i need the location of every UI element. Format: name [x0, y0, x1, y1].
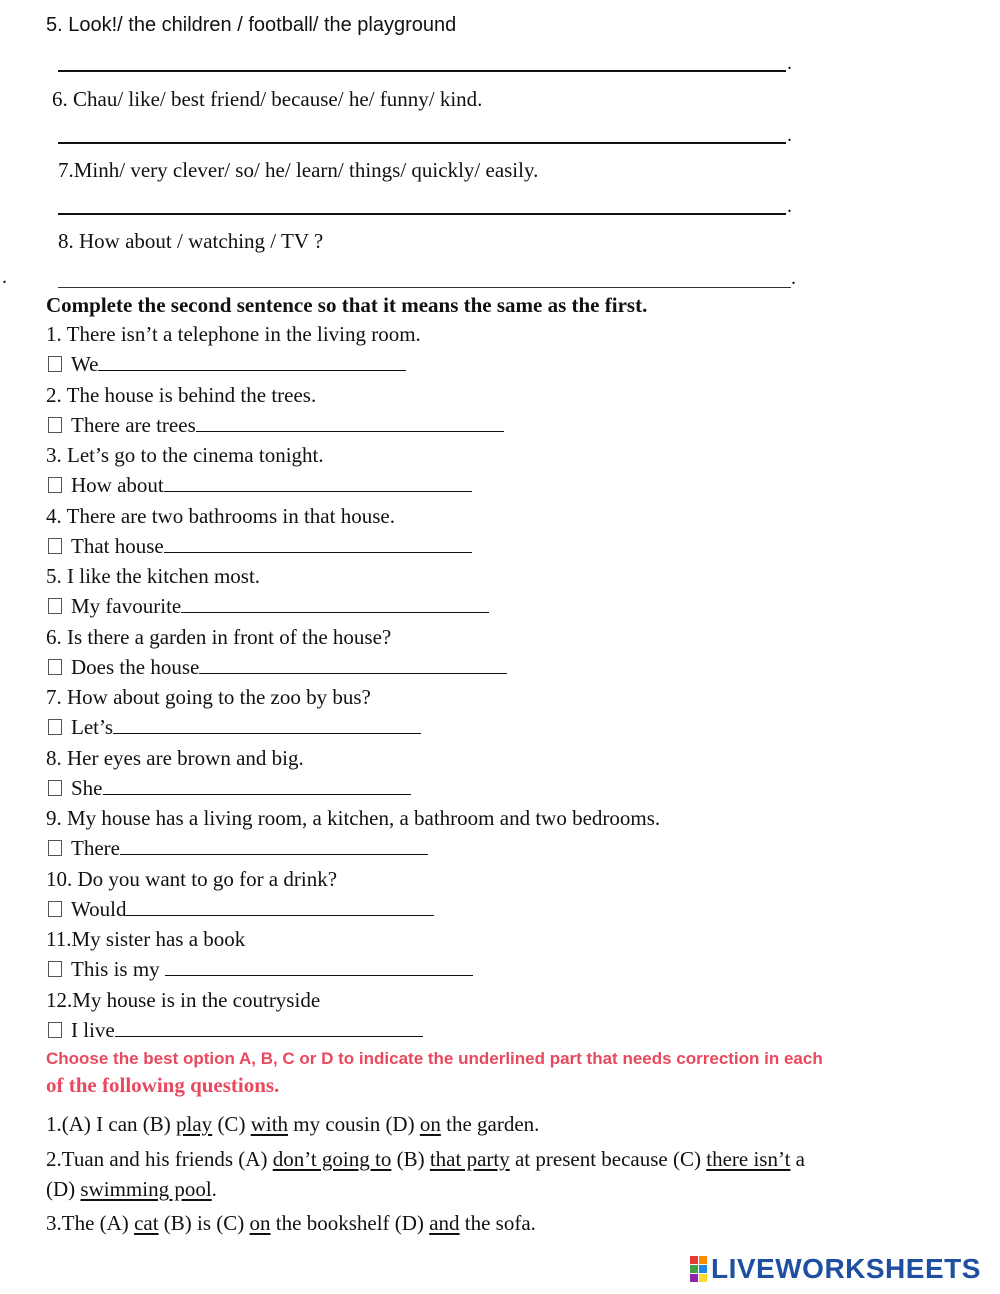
rewrite-answer-field[interactable] [164, 534, 472, 553]
logo-square [699, 1274, 707, 1282]
logo-square [699, 1265, 707, 1273]
underlined-option-c[interactable]: there isn’t [706, 1147, 791, 1171]
rewrite-answer-row-2 [46, 413, 504, 438]
reorder-item-5: 5. Look!/ the children / football/ the playground [46, 14, 457, 36]
rewrite-answer-row-12 [46, 1018, 423, 1043]
arrow-placeholder-icon [48, 598, 62, 614]
rewrite-original-10: 10. Do you want to go for a drink? [46, 866, 338, 891]
rewrite-prompt: We [71, 352, 99, 376]
logo-mark-icon [690, 1256, 707, 1282]
arrow-placeholder-icon [48, 961, 62, 977]
rewrite-original-11: 11.My sister has a book [46, 927, 246, 951]
rewrite-prompt: Let’s [71, 715, 113, 739]
rewrite-answer-row-11 [46, 957, 473, 982]
rewrite-answer-row-9 [46, 836, 428, 861]
arrow-placeholder-icon [48, 417, 62, 433]
arrow-placeholder-icon [48, 719, 62, 735]
rewrite-prompt: There [71, 836, 120, 860]
underlined-option-c[interactable]: with [250, 1112, 289, 1136]
answer-line-7[interactable] [58, 213, 786, 215]
rewrite-answer-field[interactable] [115, 1018, 423, 1037]
rewrite-prompt: She [71, 775, 103, 800]
arrow-placeholder-icon [48, 538, 62, 554]
rewrite-prompt: My favourite [71, 594, 182, 618]
rewrite-answer-field[interactable] [103, 776, 411, 795]
arrow-placeholder-icon [48, 356, 62, 372]
line-end-dot: . [791, 267, 796, 289]
answer-line-8[interactable] [58, 287, 791, 288]
rewrite-answer-field[interactable] [120, 836, 428, 855]
rewrite-original-5: 5. I like the kitchen most. [46, 564, 261, 588]
logo-square [690, 1256, 698, 1264]
logo-square [699, 1256, 707, 1264]
rewrite-answer-field[interactable] [98, 352, 406, 371]
correction-question-2: 2.Tuan and his friends (A) don’t going to (B) that party at present because (C) there isn’t a [46, 1147, 805, 1171]
arrow-placeholder-icon [48, 840, 62, 856]
line-end-dot: . [787, 124, 792, 146]
underlined-option-c[interactable]: on [249, 1211, 271, 1235]
rewrite-original-4: 4. There are two bathrooms in that house. [46, 503, 395, 528]
correction-question-3: 3.The (A) cat (B) is (C) on the bookshelf (D) and the sofa. [46, 1211, 536, 1235]
underlined-option-d[interactable]: and [429, 1211, 460, 1235]
rewrite-answer-row-5 [46, 594, 489, 619]
correction-heading-line2: of the following questions. [46, 1073, 280, 1097]
rewrite-answer-field[interactable] [113, 715, 421, 734]
liveworksheets-logo [690, 1252, 981, 1286]
underlined-option-d[interactable]: on [419, 1112, 441, 1136]
underlined-option-a[interactable]: don’t going to [272, 1147, 392, 1171]
arrow-placeholder-icon [48, 1022, 62, 1038]
underlined-option-b[interactable]: that party [429, 1147, 510, 1171]
rewrite-original-9: 9. My house has a living room, a kitchen, a bathroom and two bedrooms. [46, 806, 661, 830]
rewrite-prompt: There are trees [71, 412, 196, 437]
rewrite-original-8: 8. Her eyes are brown and big. [46, 745, 304, 770]
rewrite-original-1: 1. There isn’t a telephone in the living room. [46, 322, 421, 346]
rewrite-answer-row-6 [46, 655, 507, 680]
correction-question-2-cont: (D) swimming pool. [46, 1177, 217, 1201]
underlined-option-a[interactable]: cat [134, 1211, 159, 1235]
rewrite-answer-field[interactable] [196, 413, 504, 432]
rewrite-original-3: 3. Let’s go to the cinema tonight. [46, 443, 324, 467]
correction-heading-line1: Choose the best option A, B, C or D to indicate the underlined part that needs correction in each [46, 1049, 823, 1068]
answer-line-6[interactable] [58, 142, 786, 144]
line-end-dot: . [787, 195, 792, 217]
rewrite-prompt: I live [71, 1017, 115, 1042]
rewrite-prompt: Does the house [71, 654, 200, 679]
rewrite-answer-row-10 [46, 897, 434, 922]
rewrite-answer-field[interactable] [126, 897, 434, 916]
logo-square [690, 1265, 698, 1273]
brand-name: LIVEWORKSHEETS [711, 1253, 981, 1284]
rewrite-prompt: Would [71, 896, 127, 921]
rewrite-original-7: 7. How about going to the zoo by bus? [46, 685, 371, 709]
rewrite-answer-row-4 [46, 534, 472, 559]
arrow-placeholder-icon [48, 901, 62, 917]
rewrite-answer-row-3 [46, 473, 472, 498]
rewrite-prompt: That house [71, 533, 164, 558]
reorder-item-6: 6. Chau/ like/ best friend/ because/ he/ funny/ kind. [52, 87, 483, 111]
underlined-option-b[interactable]: play [176, 1112, 213, 1136]
stray-dot: . [2, 266, 7, 288]
arrow-placeholder-icon [48, 780, 62, 796]
reorder-item-7: 7.Minh/ very clever/ so/ he/ learn/ things/ quickly/ easily. [58, 158, 539, 182]
rewrite-answer-field[interactable] [165, 957, 473, 976]
correction-question-1: 1.(A) I can (B) play (C) with my cousin (D) on the garden. [46, 1112, 540, 1136]
rewrite-answer-field[interactable] [181, 594, 489, 613]
arrow-placeholder-icon [48, 659, 62, 675]
answer-line-5[interactable] [58, 70, 786, 72]
rewrite-prompt: How about [71, 473, 164, 497]
logo-square [690, 1274, 698, 1282]
rewrite-answer-row-8 [46, 776, 411, 801]
reorder-item-8: 8. How about / watching / TV ? [58, 229, 324, 253]
rewrite-original-2: 2. The house is behind the trees. [46, 382, 317, 407]
arrow-placeholder-icon [48, 477, 62, 493]
rewrite-original-12: 12.My house is in the coutryside [46, 987, 321, 1012]
underlined-option-d[interactable]: swimming pool [80, 1177, 212, 1201]
line-end-dot: . [787, 52, 792, 74]
rewrite-heading: Complete the second sentence so that it means the same as the first. [46, 293, 648, 317]
rewrite-original-6: 6. Is there a garden in front of the house? [46, 624, 392, 649]
rewrite-answer-row-7 [46, 715, 421, 740]
rewrite-answer-field[interactable] [199, 655, 507, 674]
rewrite-answer-row-1 [46, 352, 406, 377]
rewrite-answer-field[interactable] [164, 473, 472, 492]
rewrite-prompt: This is my [71, 957, 165, 981]
